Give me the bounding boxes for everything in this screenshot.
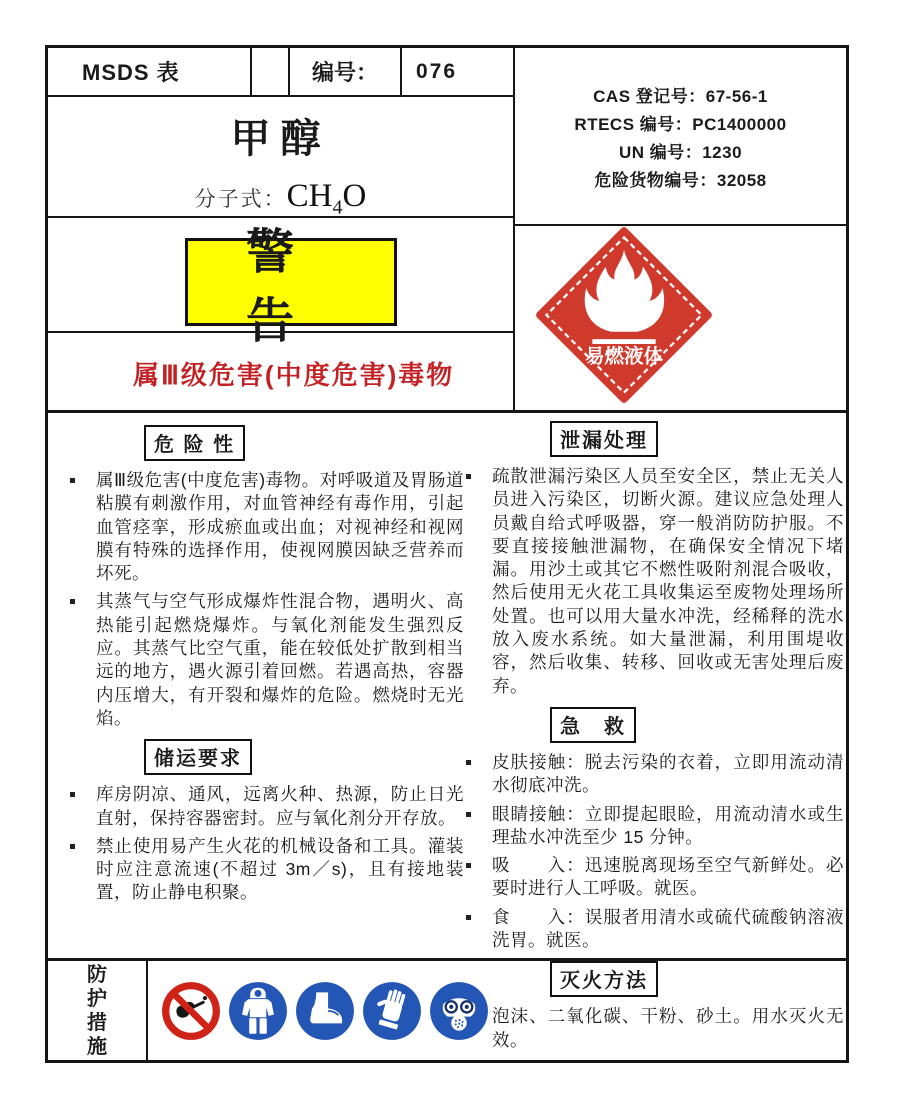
formula-label: 分子式： bbox=[194, 188, 287, 211]
doc-number-label: 编号： bbox=[311, 60, 378, 85]
firstaid-bullet: 皮肤接触：脱去污染的衣着，立即用流动清水彻底冲洗。 bbox=[458, 751, 844, 798]
gas-mask-icon bbox=[428, 980, 490, 1042]
section-fire-heading: 灭火方法 bbox=[550, 961, 844, 997]
cas-number: CAS 登记号：67-56-1 bbox=[593, 87, 768, 106]
hazard-class-row bbox=[48, 333, 513, 410]
formula-value: $CH_4O$ bbox=[286, 178, 367, 219]
chemical-title-row bbox=[48, 97, 513, 218]
warning-word: 警告 bbox=[246, 226, 353, 348]
flammable-liquid-placard-cell bbox=[515, 220, 846, 410]
hazard-bullet: 其蒸气与空气形成爆炸性混合物，遇明火、高热能引起燃烧爆炸。与氧化剂能发生强烈反应。其蒸气比空气重，能在较低处扩散到相当远的地方，遇火源引着回燃。若遇高热，容器内压增大，有开裂和爆炸的危险。燃烧时无光焰。 bbox=[62, 590, 464, 730]
protection-label: 防 护 措 施 bbox=[48, 961, 148, 1060]
section-firstaid-heading: 急 救 bbox=[550, 707, 844, 743]
protection-row bbox=[48, 958, 846, 1060]
storage-bullet: 库房阴凉、通风，远离火种、热源，防止日光直射，保持容器密封。应与氧化剂分开存放。 bbox=[62, 783, 464, 830]
leak-bullet: 疏散泄漏污染区人员至安全区，禁止无关人员进入污染区，切断火源。建议应急处理人员戴自给式呼吸器，穿一般消防防护服。不要直接接触泄漏物，在确保安全情况下堵漏。用沙土或其它不燃性吸附剂混合吸收，然后使用无火花工具收集运至废物处理场所处置。也可以用大量水冲洗，经稀释的洗水放入废水系统。如大量泄漏，利用围堤收容，然后收集、转移、回收或无害处理后废弃。 bbox=[458, 465, 844, 698]
protective-boots-icon bbox=[294, 980, 356, 1042]
un-number: UN 编号：1230 bbox=[618, 143, 743, 162]
protective-gloves-icon bbox=[361, 980, 423, 1042]
warning-row bbox=[48, 218, 513, 348]
right-column bbox=[513, 48, 846, 410]
section-storage-heading: 储运要求 bbox=[144, 739, 464, 775]
doc-number-label-cell bbox=[290, 48, 402, 97]
registry-numbers bbox=[515, 48, 846, 226]
firstaid-bullet: 吸 入：迅速脱离现场至空气新鲜处。必要时进行人工呼吸。就医。 bbox=[458, 854, 844, 901]
chemical-name: 甲醇 bbox=[230, 117, 331, 161]
no-open-flame-icon bbox=[160, 980, 222, 1042]
warning-sign bbox=[185, 226, 397, 348]
doc-number-value: 076 bbox=[416, 59, 458, 83]
rtecs-number: RTECS 编号：PC1400000 bbox=[574, 115, 787, 134]
section-leak-heading: 泄漏处理 bbox=[550, 421, 844, 457]
doc-type-label: MSDS 表 bbox=[82, 60, 180, 85]
msds-sheet bbox=[45, 45, 849, 1063]
header-gap-cell bbox=[252, 48, 290, 97]
fire-bullet: 泡沫、二氧化碳、干粉、砂土。用水灭火无效。 bbox=[458, 1005, 844, 1052]
section-hazard-heading: 危 险 性 bbox=[144, 425, 464, 461]
flammable-liquid-diamond-icon bbox=[531, 222, 717, 408]
diamond-label: 易燃液体 bbox=[584, 345, 664, 368]
hazard-bullet: 属Ⅲ级危害(中度危害)毒物。对呼吸道及胃肠道粘膜有刺激作用，对血管神经有毒作用，引起血管痉挛，形成瘀血或出血；对视神经和视网膜有特殊的选择作用，使视网膜因缺乏营养而坏死。 bbox=[62, 469, 464, 585]
doc-type-cell bbox=[48, 48, 252, 97]
left-text-column bbox=[62, 421, 464, 910]
storage-bullet: 禁止使用易产生火花的机械设备和工具。灌装时应注意流速(不超过 3m／s)，且有接地装置，防止静电积聚。 bbox=[62, 835, 464, 905]
firstaid-bullet: 食 入：误服者用清水或硫代硫酸钠溶液洗胃。就医。 bbox=[458, 906, 844, 953]
protective-suit-icon bbox=[227, 980, 289, 1042]
hazard-class-text: 属Ⅲ级危害(中度危害)毒物 bbox=[133, 360, 455, 390]
doc-number-value-cell bbox=[402, 48, 513, 97]
protection-icons bbox=[148, 961, 858, 1060]
dangerous-goods-number: 危险货物编号：32058 bbox=[594, 171, 767, 190]
firstaid-bullet: 眼睛接触：立即提起眼睑，用流动清水或生理盐水冲洗至少 15 分钟。 bbox=[458, 803, 844, 850]
